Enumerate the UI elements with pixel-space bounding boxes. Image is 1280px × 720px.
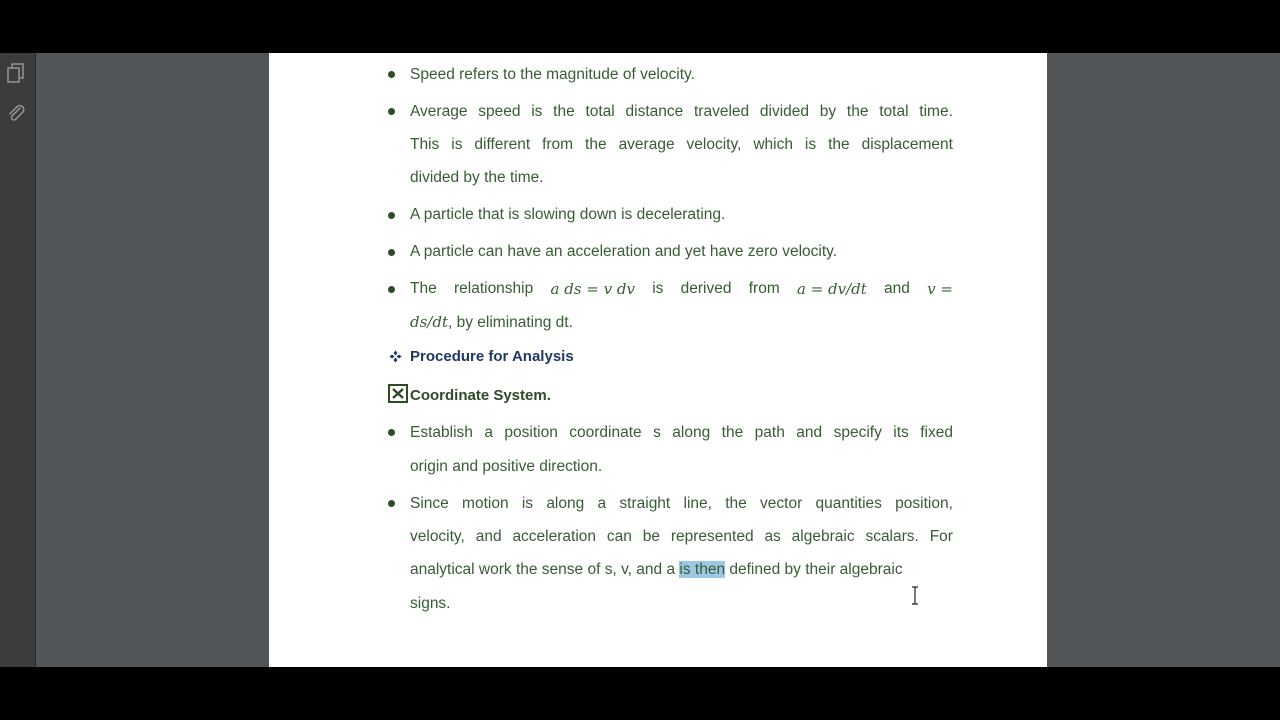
word: The [410,280,437,297]
word: Establish [410,424,473,441]
text-cursor-icon [910,586,920,605]
justified-line [410,421,953,445]
bullet-text: A particle that is slowing down is decelerating. [410,206,726,223]
bullet [388,212,395,219]
word: velocity, [410,528,465,545]
word: position [504,424,558,441]
word: the [725,495,747,512]
bullet [388,286,395,293]
word: is [652,280,664,297]
word: divided [759,103,810,120]
word: s [653,424,661,441]
word: and [796,424,823,441]
word: along [546,495,585,512]
equation: ds/dt [410,313,448,331]
justified-line [410,133,953,157]
diamond-bullet-icon [389,350,402,363]
word: line, [683,495,712,512]
word: path [754,424,785,441]
justified-line [410,277,953,301]
word: traveled [694,103,750,120]
word: derived [680,280,732,297]
pages-icon[interactable] [5,62,27,84]
word: is [521,495,534,512]
word: This [410,136,440,153]
equation: a = dv/dt [796,280,867,298]
attachment-icon[interactable] [5,102,27,124]
word: total [585,103,615,120]
equation: v = [927,280,953,298]
word: be [642,528,660,545]
word: scalars. [865,528,919,545]
word: coordinate [569,424,642,441]
bullet-text [410,310,953,334]
word: algebraic [791,528,855,545]
word: For [929,528,953,545]
bullet-text: Speed refers to the magnitude of velocity. [410,66,695,83]
word: Average [410,103,468,120]
text-run: defined by their algebraic [725,561,903,578]
word: is [804,136,817,153]
word: velocity, [686,136,742,153]
word: motion [462,495,509,512]
word: a [484,424,493,441]
word: total [879,103,909,120]
justified-line [410,525,953,549]
word: distance [625,103,684,120]
text-run: analytical work the sense of s, v, and a [410,561,680,578]
bullet [388,108,395,115]
word: the [721,424,744,441]
top-letterbox [0,0,1280,53]
bullet [388,500,395,507]
word: displacement [861,136,953,153]
word: can [606,528,632,545]
text-run: , by eliminating dt. [447,314,573,331]
bullet [388,71,395,78]
bottom-letterbox [0,667,1280,720]
word: as [764,528,781,545]
word: is [451,136,463,153]
word: its [893,424,909,441]
word: quantities [815,495,882,512]
word: the [585,136,607,153]
word: acceleration [512,528,597,545]
word: a [597,495,607,512]
bullet [388,429,395,436]
word: specify [833,424,882,441]
word: is [531,103,543,120]
text-line-with-selection[interactable] [410,558,953,582]
word: the [553,103,575,120]
bullet [388,249,395,256]
word: average [618,136,675,153]
word: position, [895,495,953,512]
word: speed [478,103,521,120]
word: relationship [453,280,534,297]
word: time. [919,103,953,120]
word: straight [619,495,671,512]
bullet-text: origin and positive direction. [410,458,603,475]
word: represented [670,528,754,545]
word: and [475,528,502,545]
word: the [828,136,850,153]
pdf-viewer [0,53,1280,667]
word: from [542,136,574,153]
document-page [269,53,1047,667]
bullet-text: divided by the time. [410,169,544,186]
word: different [474,136,531,153]
word: Since [410,495,449,512]
checkbox-x-icon [388,384,408,403]
procedure-heading: Procedure for Analysis [410,348,574,365]
justified-line [410,492,953,516]
text-selection[interactable]: is then [679,561,726,578]
bullet-text: signs. [410,595,451,612]
bullet-text: A particle can have an acceleration and yet have zero velocity. [410,243,838,260]
word: along [672,424,711,441]
justified-line [410,100,953,124]
word: fixed [920,424,953,441]
word: which [753,136,793,153]
word: vector [760,495,803,512]
word: from [748,280,780,297]
equation: a ds = v dv [550,280,635,298]
viewer-sidebar [0,53,36,667]
word: the [846,103,869,120]
word: and [884,280,910,297]
word: by [819,103,837,120]
coordinate-heading: Coordinate System. [410,387,551,404]
